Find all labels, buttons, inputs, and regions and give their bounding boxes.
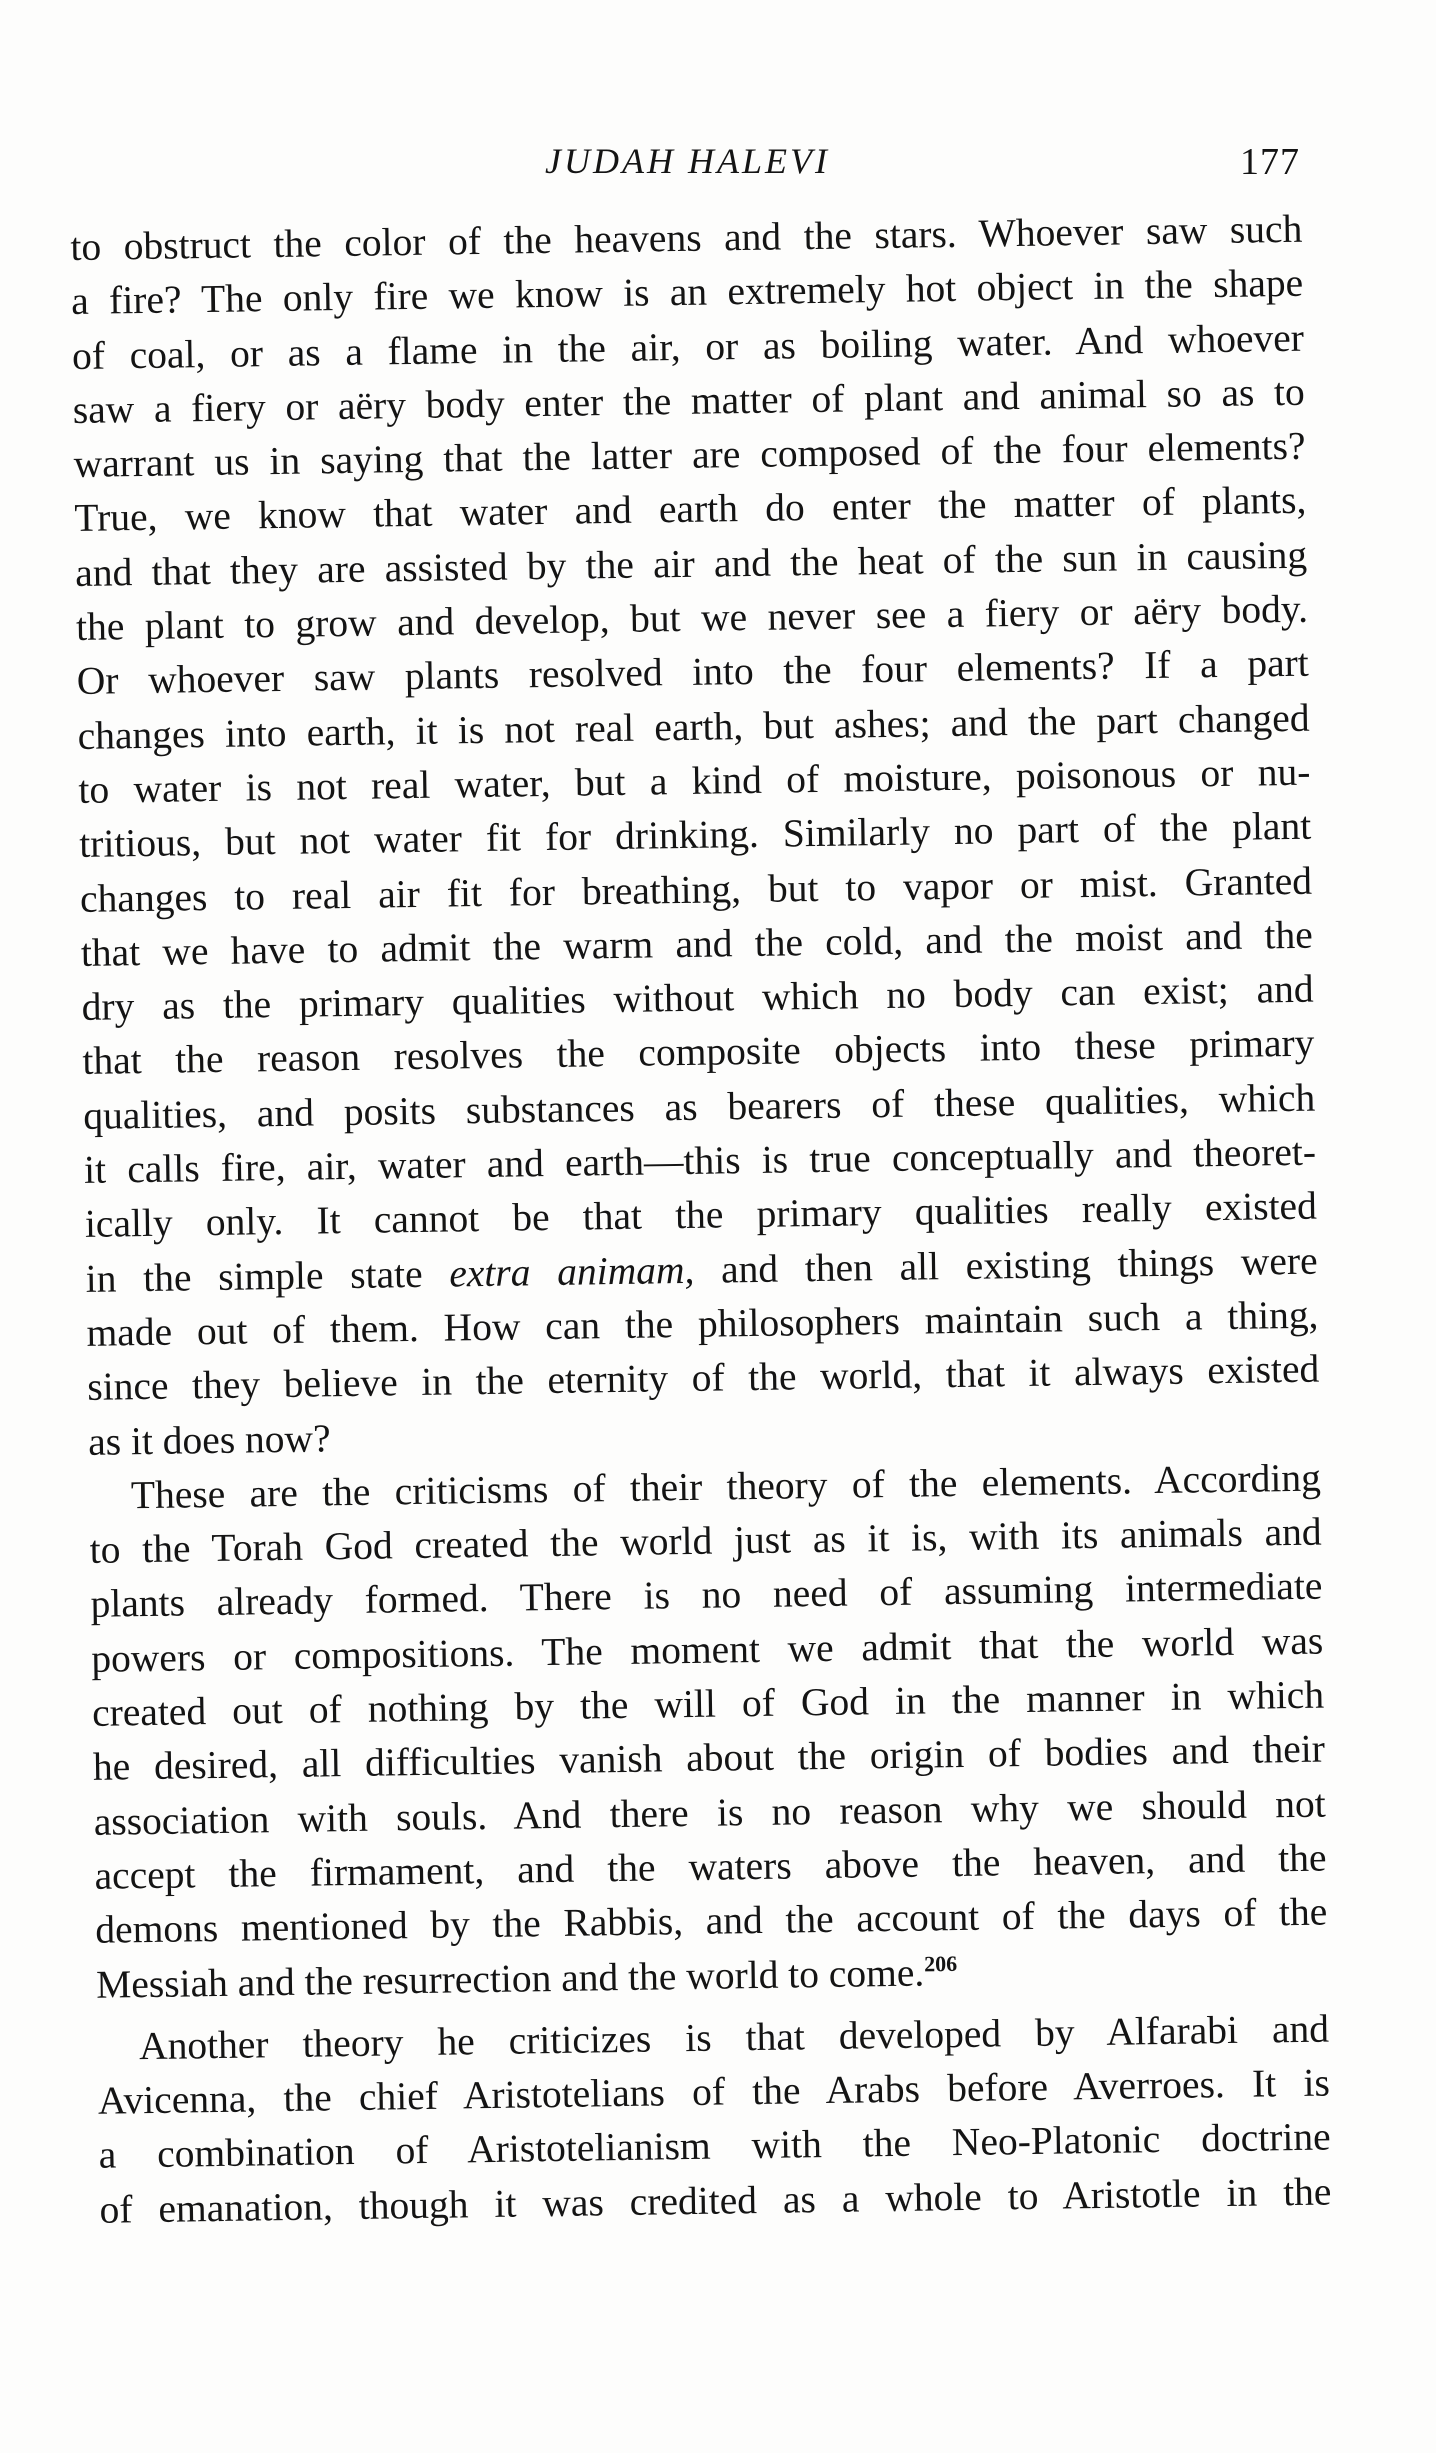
text-segment: Messiah and the resurrection and the world to come. bbox=[95, 1950, 925, 2007]
text-segment: the plant to grow and develop, but we never see a fiery or aëry body. bbox=[75, 586, 1309, 650]
italic-phrase: extra animam, bbox=[448, 1247, 695, 1296]
text-segment: qualities, and posits substances as bearers of these qualities, which bbox=[82, 1075, 1316, 1138]
text-segment: Another theory he criticizes is that developed by Alfarabi and bbox=[138, 2006, 1330, 2068]
text-segment: to the Torah God created the world just as it is, with its animals and bbox=[89, 1509, 1322, 1572]
text-segment: changes into earth, it is not real earth, but ashes; and the part changed bbox=[77, 695, 1310, 758]
text-segment: Or whoever saw plants resolved into the four elements? If a part bbox=[76, 641, 1310, 704]
text-segment: and that they are assisted by the air and the heat of the sun in causing bbox=[74, 532, 1308, 595]
text-segment: since they believe in the eternity of the world, that it always existed bbox=[86, 1346, 1320, 1410]
text-segment: made out of them. How can the philosophers maintain such a thing, bbox=[86, 1292, 1319, 1355]
body-text bbox=[70, 202, 1332, 2237]
text-segment: of emanation, though it was credited as a whole to Aristotle in the bbox=[99, 2169, 1332, 2232]
text-segment: as it does now? bbox=[87, 1415, 331, 1464]
text-segment: he desired, all difficulties vanish about the origin of bodies and their bbox=[92, 1726, 1326, 1790]
text-segment: association with souls. And there is no reason why we should not bbox=[93, 1781, 1326, 1844]
text-segment: powers or compositions. The moment we admit that the world was bbox=[91, 1618, 1324, 1681]
text-segment: saw a fiery or aëry body enter the matter of plant and animal so as to bbox=[72, 369, 1306, 432]
page-number: 177 bbox=[1240, 141, 1300, 183]
footnote-reference: 206 bbox=[923, 1950, 958, 1976]
text-segment: These are the criticisms of their theory of the elements. According bbox=[130, 1455, 1322, 1518]
text-segment: and then all existing things were bbox=[693, 1238, 1318, 1292]
text-segment: warrant us in saying that the latter are composed of the four elements? bbox=[73, 423, 1306, 487]
text-segment: a combination of Aristotelianism with the Neo-Platonic doctrine bbox=[98, 2114, 1331, 2178]
text-segment: dry as the primary qualities without which no body can exist; and bbox=[81, 966, 1314, 1030]
page-header bbox=[75, 140, 1300, 200]
text-segment: that the reason resolves the composite objects into these primary bbox=[82, 1021, 1315, 1084]
text-segment: demons mentioned by the Rabbis, and the account of the days of the bbox=[95, 1889, 1328, 1953]
text-segment: to water is not real water, but a kind of moisture, poisonous or nu- bbox=[78, 749, 1311, 812]
text-segment: tritious, but not water fit for drinking. Similarly no part of the plant bbox=[78, 803, 1312, 867]
text-segment: a fire? The only fire we know is an extremely hot object in the shape bbox=[70, 261, 1304, 324]
text-segment: Avicenna, the chief Aristotelians of the Arabs before Averroes. It is bbox=[97, 2060, 1331, 2123]
text-segment: it calls fire, air, water and earth—this is true conceptually and theoret- bbox=[83, 1129, 1317, 1192]
text-segment: ically only. It cannot be that the primary qualities really existed bbox=[84, 1183, 1318, 1247]
text-segment: True, we know that water and earth do enter the matter of plants, bbox=[74, 478, 1307, 541]
running-head: JUDAH HALEVI bbox=[545, 141, 830, 181]
text-segment: plants already formed. There is no need of assuming intermediate bbox=[90, 1563, 1323, 1627]
text-segment: created out of nothing by the will of God in the manner in which bbox=[91, 1672, 1325, 1735]
text-segment: that we have to admit the warm and the cold, and the moist and the bbox=[80, 912, 1314, 975]
text-segment: in the simple state bbox=[85, 1251, 450, 1301]
text-segment: to obstruct the color of the heavens and the stars. Whoever saw such bbox=[70, 206, 1303, 269]
text-segment: accept the firmament, and the waters above the heaven, and the bbox=[94, 1835, 1327, 1898]
text-segment: changes to real air fit for breathing, but to vapor or mist. Granted bbox=[79, 858, 1313, 921]
text-segment: of coal, or as a flame in the air, or as boiling water. And whoever bbox=[71, 315, 1305, 378]
